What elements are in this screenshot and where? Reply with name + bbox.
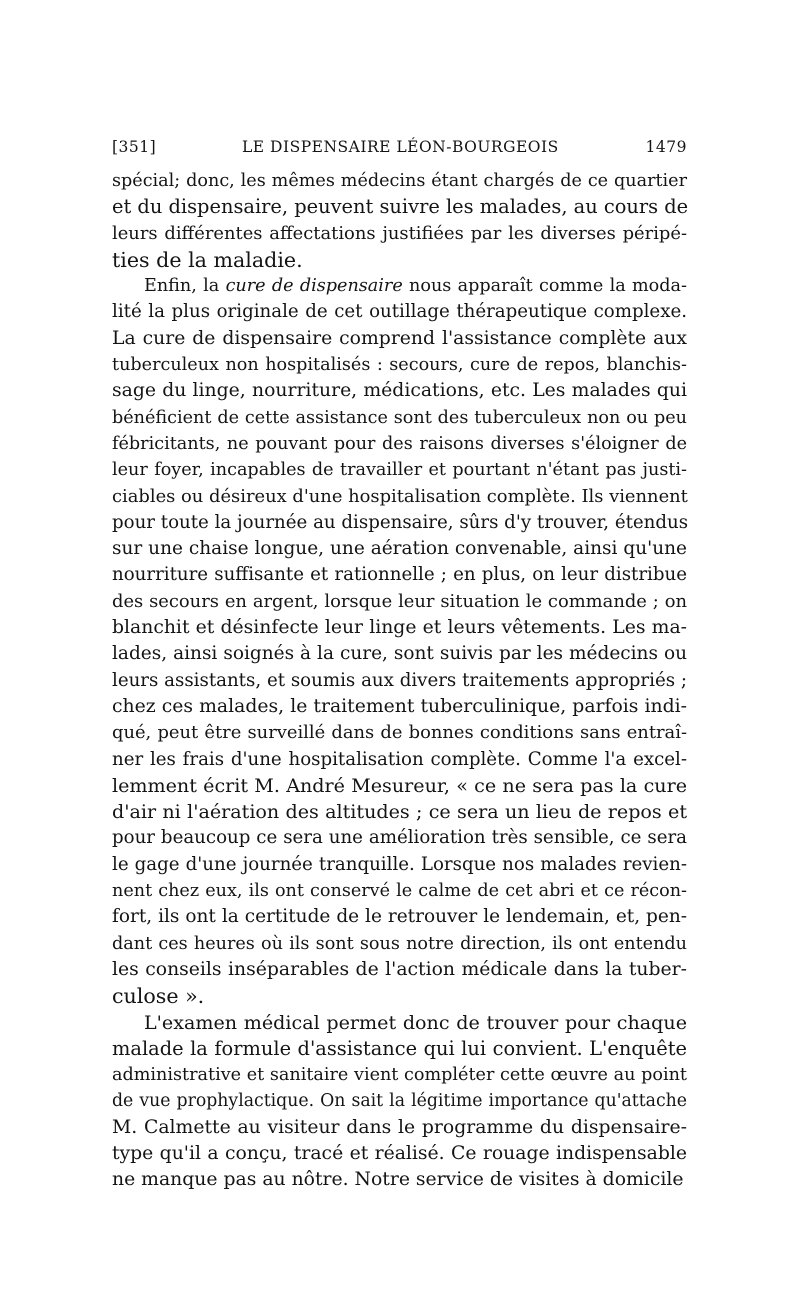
text-line: malade la formule d'assistance qui lui convient. L'enquête [112, 1036, 687, 1060]
text-line: pour toute la journée au dispensaire, sûrs d'y trouver, étendus [112, 511, 689, 533]
text-line: type qu'il a conçu, tracé et réalisé. Ce rouage indispensable [112, 1142, 687, 1164]
paragraph [112, 168, 687, 273]
text-line: culose ». [112, 984, 205, 1009]
text-line: ties de la maladie. [112, 247, 303, 272]
text-line: fort, ils ont la certitude de le retrouver le lendemain, et, pen- [112, 906, 687, 928]
text-line: La cure de dispensaire comprend l'assistance complète aux [112, 327, 687, 349]
text-line: et du dispensaire, peuvent suivre les malades, au cours de [112, 195, 689, 219]
text-line: lité la plus originale de cet outillage thérapeutique complexe. [112, 301, 687, 323]
text-line: ciables ou désireux d'une hospitalisation complète. Ils viennent [112, 485, 688, 507]
text-line: lemment écrit M. André Mesureur, « ce ne sera pas la cure [112, 773, 687, 797]
text-line: qué, peut être surveillé dans de bonnes conditions sans entraî- [112, 722, 687, 744]
document-page [112, 138, 687, 1194]
paragraph [112, 1010, 687, 1194]
text-line: sur une chaise longue, une aération convenable, ainsi qu'une [112, 538, 687, 560]
text-line: les conseils inséparables de l'action médicale dans la tuber- [112, 958, 687, 980]
text-line: fébricitants, ne pouvant pour des raisons diverses s'éloigner de [112, 433, 687, 454]
text-line: Enfin, la cure de dispensaire nous apparaît comme la moda- [144, 276, 687, 297]
text-line: bénéficient de cette assistance sont des tuberculeux non ou peu [112, 407, 687, 428]
text-line: leur foyer, incapables de travailler et pourtant n'étant pas justi- [112, 460, 687, 481]
text-line: d'air ni l'aération des altitudes ; ce sera un lieu de repos et [112, 800, 687, 824]
text-line: nent chez eux, ils ont conservé le calme de cet abri et ce récon- [112, 881, 687, 902]
running-header [112, 138, 687, 168]
text-line: administrative et sanitaire vient compléter cette œuvre au point [112, 1065, 687, 1086]
text-line: chez ces malades, le traitement tuberculinique, parfois indi- [112, 695, 687, 717]
text-line: le gage d'une journée tranquille. Lorsque nos malades revien- [112, 853, 687, 875]
text-line: blanchit et désinfecte leur linge et leurs vêtements. Les ma- [112, 617, 687, 639]
text-line: pour beaucoup ce sera une amélioration très sensible, ce sera [112, 827, 687, 849]
text-line: nourriture suffisante et rationnelle ; en plus, on leur distribue [112, 564, 687, 586]
text-line: tuberculeux non hospitalisés : secours, cure de repos, blanchis- [112, 355, 687, 376]
text-line: leurs assistants, et soumis aux divers traitements appropriés ; [112, 669, 687, 691]
text-line: M. Calmette au visiteur dans le programme du dispensaire- [112, 1116, 687, 1138]
text-line: ner les frais d'une hospitalisation complète. Comme l'a excel- [112, 748, 687, 770]
running-title: LE DISPENSAIRE LÉON-BOURGEOIS [242, 138, 559, 156]
text-line: de vue prophylactique. On sait la légitime importance qu'attache [112, 1091, 687, 1112]
text-line: ne manque pas au nôtre. Notre service de visites à domicile [112, 1169, 684, 1191]
text-line: leurs différentes affectations justifiées par les diverses péripé- [112, 222, 687, 244]
text-line: des secours en argent, lorsque leur situation le commande ; on [112, 590, 687, 612]
text-line: L'examen médical permet donc de trouver pour chaque [144, 1010, 687, 1034]
text-line: dant ces heures où ils sont sous notre direction, ils ont entendu [112, 933, 687, 954]
text-line: lades, ainsi soignés à la cure, sont suivis par les médecins ou [112, 643, 687, 665]
page-number: 1479 [645, 138, 687, 156]
text-line: spécial; donc, les mêmes médecins étant chargés de ce quartier [112, 171, 687, 191]
body-text [112, 168, 687, 1194]
text-line: sage du linge, nourriture, médications, etc. Les malades qui [112, 380, 687, 402]
paragraph [112, 273, 687, 1009]
page-ref: [351] [112, 138, 157, 156]
